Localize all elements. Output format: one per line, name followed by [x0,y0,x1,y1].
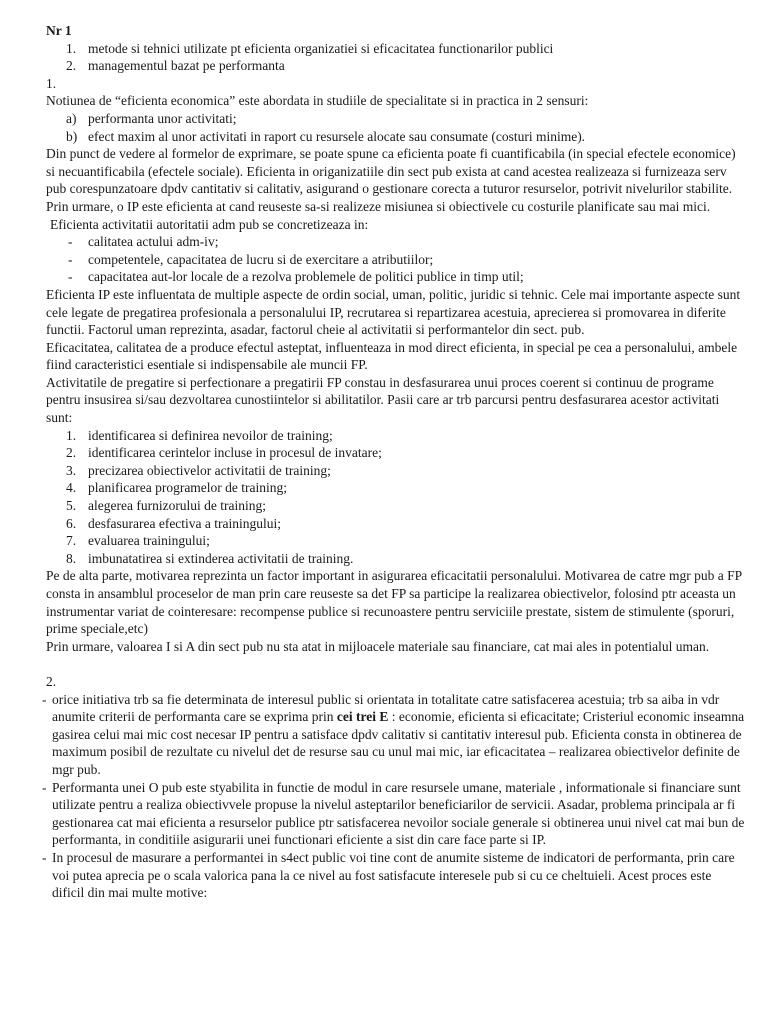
paragraph-concretizeaza: Eficienta activitatii autoritatii adm pub se concretizeaza in: [50,216,369,232]
blank-line [46,655,746,673]
paragraph-motivarea: Pe de alta parte, motivarea reprezinta un factor important in asigurarea eficacitatii personalului. Motivarea de catre mgr pub a FP consta in ansamblul proceselor de man prin care reuseste sa det FP sa participe la realizarea obiectivelor, folosind ptr aceasta un instrumentar variat de cointeresare: recompense publice si recunoastere pentru serviciile prestate, sistem de stimulente (sporuri, prime speciale,etc) [46,568,742,637]
section-1-intro: Notiunea de “eficienta economica” este abordata in studiile de specialitate si in practica in 2 sensuri: [46,93,589,109]
list-item: 1. identificarea si definirea nevoilor de training; [66,427,333,443]
section-1-number: 1. [46,75,57,91]
bold-term: cei trei E [336,709,389,725]
list-item: - Performanta unei O pub este styabilita in functie de modul in care resursele umane, materiale , informationale si financiare sunt utilizate pentru a realiza obiectivvele propuse la nivelul asteptarilor beneficiarilor de servicii. Asadar, problema principala ar fi gestionarea cat mai eficienta a resurselor publice ptr satisfacerea nevoilor sociale generale si obtinerea unui nivel cat mai bun de performanta, in conditiile asigurarii unei functionari eficiente a sist din care face parte si IP. [42,779,745,848]
list-item: 5. alegerea furnizorului de training; [66,498,267,514]
list-item: b) efect maxim al unor activitati in raport cu resursele alocate sau consumate (costuri minime). [66,128,586,144]
aspects-list [46,233,746,286]
list-item: - competentele, capacitatea de lucru si de exercitare a atributiilor; [68,251,434,267]
toc-item: 1. metode si tehnici utilizate pt eficienta organizatiei si eficacitatea functionarilor publici [66,40,554,56]
list-item: 3. precizarea obiectivelor activitatii de training; [66,462,331,478]
list-item: - orice initiativa trb sa fie determinata de interesul public si orientata in totalitate catre satisfacerea acestuia; trb sa aiba in vdr anumite criterii de performanta care se exprima prin cei trei E : economie, eficienta si eficacitate; Cristeriul economic inseamna gasirea celui mai mic cost necesar IP pentru a satisface dpdv calitativ si cantitativ interesul pub. Eficienta consta in obtinerea de maximum posibil de rezultate cu nivelul det de resurse sau cu unul mai mic, iar eficacitatea – realizarea obiectivelor definite de mgr pub. [42,691,745,777]
section-2-list [42,691,746,902]
paragraph-valoarea: Prin urmare, valoarea I si A din sect pub nu sta atat in mijloacele materiale sau financiare, cat mai ales in potentialul uman. [46,638,710,654]
toc-item: 2. managementul bazat pe performanta [66,58,285,74]
list-item: a) performanta unor activitati; [66,110,237,126]
list-item: 7. evaluarea trainingului; [66,533,210,549]
list-item: - capacitatea aut-lor locale de a rezolva problemele de politici publice in timp util; [68,269,524,285]
section-2-number: 2. [46,673,57,689]
list-item: 8. imbunatatirea si extinderea activitatii de training. [66,550,354,566]
list-item: - calitatea actului adm-iv; [68,234,219,250]
toc-list [46,40,746,75]
document-title: Nr 1 [46,23,72,38]
paragraph-eficacitatea: Eficacitatea, calitatea de a produce efectul asteptat, influenteaza in mod direct eficienta, in special pe cea a personalului, ambele fiind caracteristici esentiale si indispensabile ale muncii FP. [46,339,738,373]
steps-list [46,427,746,568]
list-item: 4. planificarea programelor de training; [66,480,288,496]
list-item: 2. identificarea cerintelor incluse in procesul de invatare; [66,445,382,461]
senses-list [46,110,746,145]
paragraph-forms: Din punct de vedere al formelor de exprimare, se poate spune ca eficienta poate fi cuantificabila (in special efectele economice) si necuantificabila (efectele sociale). Eficienta in origanizatiile din sect pub exista at cand acestea realizeaza si furnizeaza serv pub corespunzatoare dpdv cantitativ si calitativ, asigurand o gestionare corecta a tuturor resurselor, potrivit nivelurilor stabilite. Prin urmare, o IP este eficienta at cand reuseste sa-si realizeze misiunea si obiectivele cu costurile planificate sau mai mici. [46,146,736,214]
list-item: - In procesul de masurare a performantei in s4ect public voi tine cont de anumite sisteme de indicatori de performanta, prin care voi putea aprecia pe o scala valorica pana la ce nivel au fost satisfacute interesele pub si cu ce cheltuieli. Acest proces este dificil din mai multe motive: [42,849,735,901]
paragraph-influenta: Eficienta IP este influentata de multiple aspecte de ordin social, uman, politic, juridic si tehnic. Cele mai importante aspecte sunt cele legate de pregatirea profesionala a personalului IP, recrutarea si repartizarea acestuia, aprecierea si promovarea in diferite functii. Factorul uman reprezinta, asadar, factorul cheie al activitatii si performantelor din sect. pub. [46,286,741,338]
paragraph-activitatile: Activitatile de pregatire si perfectionare a pregatirii FP constau in desfasurarea unui proces coerent si continuu de programe pentru insusirea si/sau dezvoltarea cunostiintelor si abilitatilor. Pasii care ar trb parcursi pentru desfasurarea acestor activitati sunt: [46,374,720,426]
list-item: 6. desfasurarea efectiva a trainingului; [66,515,282,531]
